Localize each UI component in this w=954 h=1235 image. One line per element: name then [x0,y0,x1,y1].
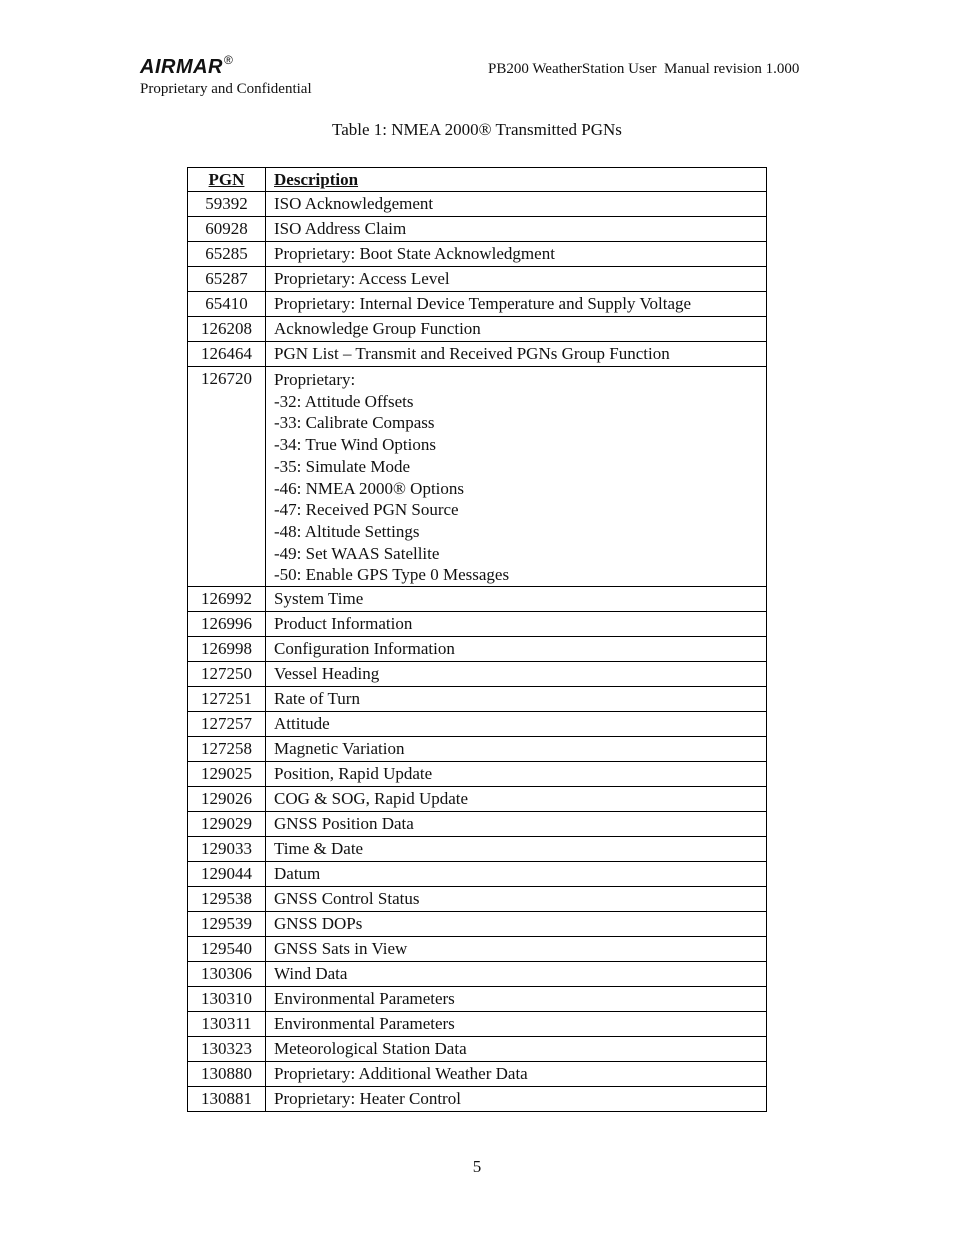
table-row [188,242,767,267]
pgn-cell: 127258 [188,737,266,762]
pgn-cell: 129025 [188,762,266,787]
table-row [188,612,767,637]
table-row [188,1062,767,1087]
description-cell: Time & Date [266,837,767,862]
table-row [188,1087,767,1112]
table-row [188,862,767,887]
description-cell: ISO Acknowledgement [266,192,767,217]
pgn-cell: 130880 [188,1062,266,1087]
sub-item: -32: Attitude Offsets [274,391,414,411]
table-row [188,267,767,292]
pgn-cell: 127251 [188,687,266,712]
pgn-cell: 130311 [188,1012,266,1037]
pgn-cell: 59392 [188,192,266,217]
description-cell: Attitude [266,712,767,737]
sub-item: -49: Set WAAS Satellite [274,543,440,563]
airmar-logo [140,53,234,79]
table-row [188,762,767,787]
description-cell: GNSS Position Data [266,812,767,837]
table-row [188,787,767,812]
description-cell: Proprietary: Additional Weather Data [266,1062,767,1087]
description-cell: Meteorological Station Data [266,1037,767,1062]
pgn-cell: 126996 [188,612,266,637]
pgn-cell: 65287 [188,267,266,292]
pgn-cell: 130306 [188,962,266,987]
table-row [188,292,767,317]
pgn-cell: 129026 [188,787,266,812]
table-caption: Table 1: NMEA 2000® Transmitted PGNs [332,120,622,139]
table-row [188,737,767,762]
table-row [188,662,767,687]
description-cell [266,367,767,587]
description-cell: Proprietary: Internal Device Temperature and Supply Voltage [266,292,767,317]
description-column-header: Description [266,168,767,192]
pgn-cell: 129029 [188,812,266,837]
sub-item: -35: Simulate Mode [274,456,410,476]
table-row [188,1012,767,1037]
sub-item: -50: Enable GPS Type 0 Messages [274,565,510,585]
table-row [188,962,767,987]
description-cell: Environmental Parameters [266,987,767,1012]
description-cell: GNSS Control Status [266,887,767,912]
pgn-cell: 126208 [188,317,266,342]
pgn-cell: 130881 [188,1087,266,1112]
table-row [188,712,767,737]
pgn-table [187,167,767,1112]
description-cell: Magnetic Variation [266,737,767,762]
table-row [188,912,767,937]
table-row [188,367,767,587]
pgn-cell: 126720 [188,367,266,587]
registered-mark: ® [224,53,234,67]
pgn-cell: 60928 [188,217,266,242]
description-cell: ISO Address Claim [266,217,767,242]
description-cell: Acknowledge Group Function [266,317,767,342]
table-row [188,217,767,242]
description-cell: Configuration Information [266,637,767,662]
table-row [188,342,767,367]
pgn-cell: 130310 [188,987,266,1012]
table-row [188,192,767,217]
pgn-cell: 130323 [188,1037,266,1062]
description-cell: Environmental Parameters [266,1012,767,1037]
description-cell: Proprietary: Access Level [266,267,767,292]
description-cell: GNSS Sats in View [266,937,767,962]
description-cell: GNSS DOPs [266,912,767,937]
description-cell: Wind Data [266,962,767,987]
pgn-cell: 65410 [188,292,266,317]
pgn-cell: 129033 [188,837,266,862]
table-row [188,937,767,962]
table-row [188,1037,767,1062]
description-cell: Vessel Heading [266,662,767,687]
table-row [188,587,767,612]
pgn-cell: 129538 [188,887,266,912]
pgn-cell: 129539 [188,912,266,937]
description-cell: Proprietary: Boot State Acknowledgment [266,242,767,267]
description-cell: Position, Rapid Update [266,762,767,787]
description-cell: Rate of Turn [266,687,767,712]
description-cell: Datum [266,862,767,887]
pgn-cell: 127257 [188,712,266,737]
sub-item: -33: Calibrate Compass [274,413,435,433]
description-cell: Product Information [266,612,767,637]
table-row [188,317,767,342]
pgn-cell: 127250 [188,662,266,687]
pgn-cell: 65285 [188,242,266,267]
table-header-row [188,168,767,192]
logo-text: AIRMAR [140,56,223,78]
description-cell: PGN List – Transmit and Received PGNs Group Function [266,342,767,367]
table-body [188,192,767,1112]
pgn-cell: 126998 [188,637,266,662]
pgn-cell: 126464 [188,342,266,367]
page-number: 5 [472,1157,482,1176]
document-title: PB200 WeatherStation User Manual revision 1.000 [488,61,800,77]
pgn-cell: 129044 [188,862,266,887]
table-row [188,887,767,912]
pgn-cell: 129540 [188,937,266,962]
pgn-cell: 126992 [188,587,266,612]
sub-item: -46: NMEA 2000® Options [274,478,465,498]
description-cell: COG & SOG, Rapid Update [266,787,767,812]
sub-item: -48: Altitude Settings [274,521,420,541]
sub-item: -34: True Wind Options [274,435,436,455]
pgn-column-header: PGN [188,168,266,192]
table-row [188,687,767,712]
table-row [188,837,767,862]
description-text: Proprietary: [274,370,356,389]
description-cell: System Time [266,587,767,612]
confidentiality-notice: Proprietary and Confidential [140,81,312,97]
table-row [188,812,767,837]
table-row [188,987,767,1012]
description-cell: Proprietary: Heater Control [266,1087,767,1112]
table-row [188,637,767,662]
sub-item: -47: Received PGN Source [274,500,459,520]
